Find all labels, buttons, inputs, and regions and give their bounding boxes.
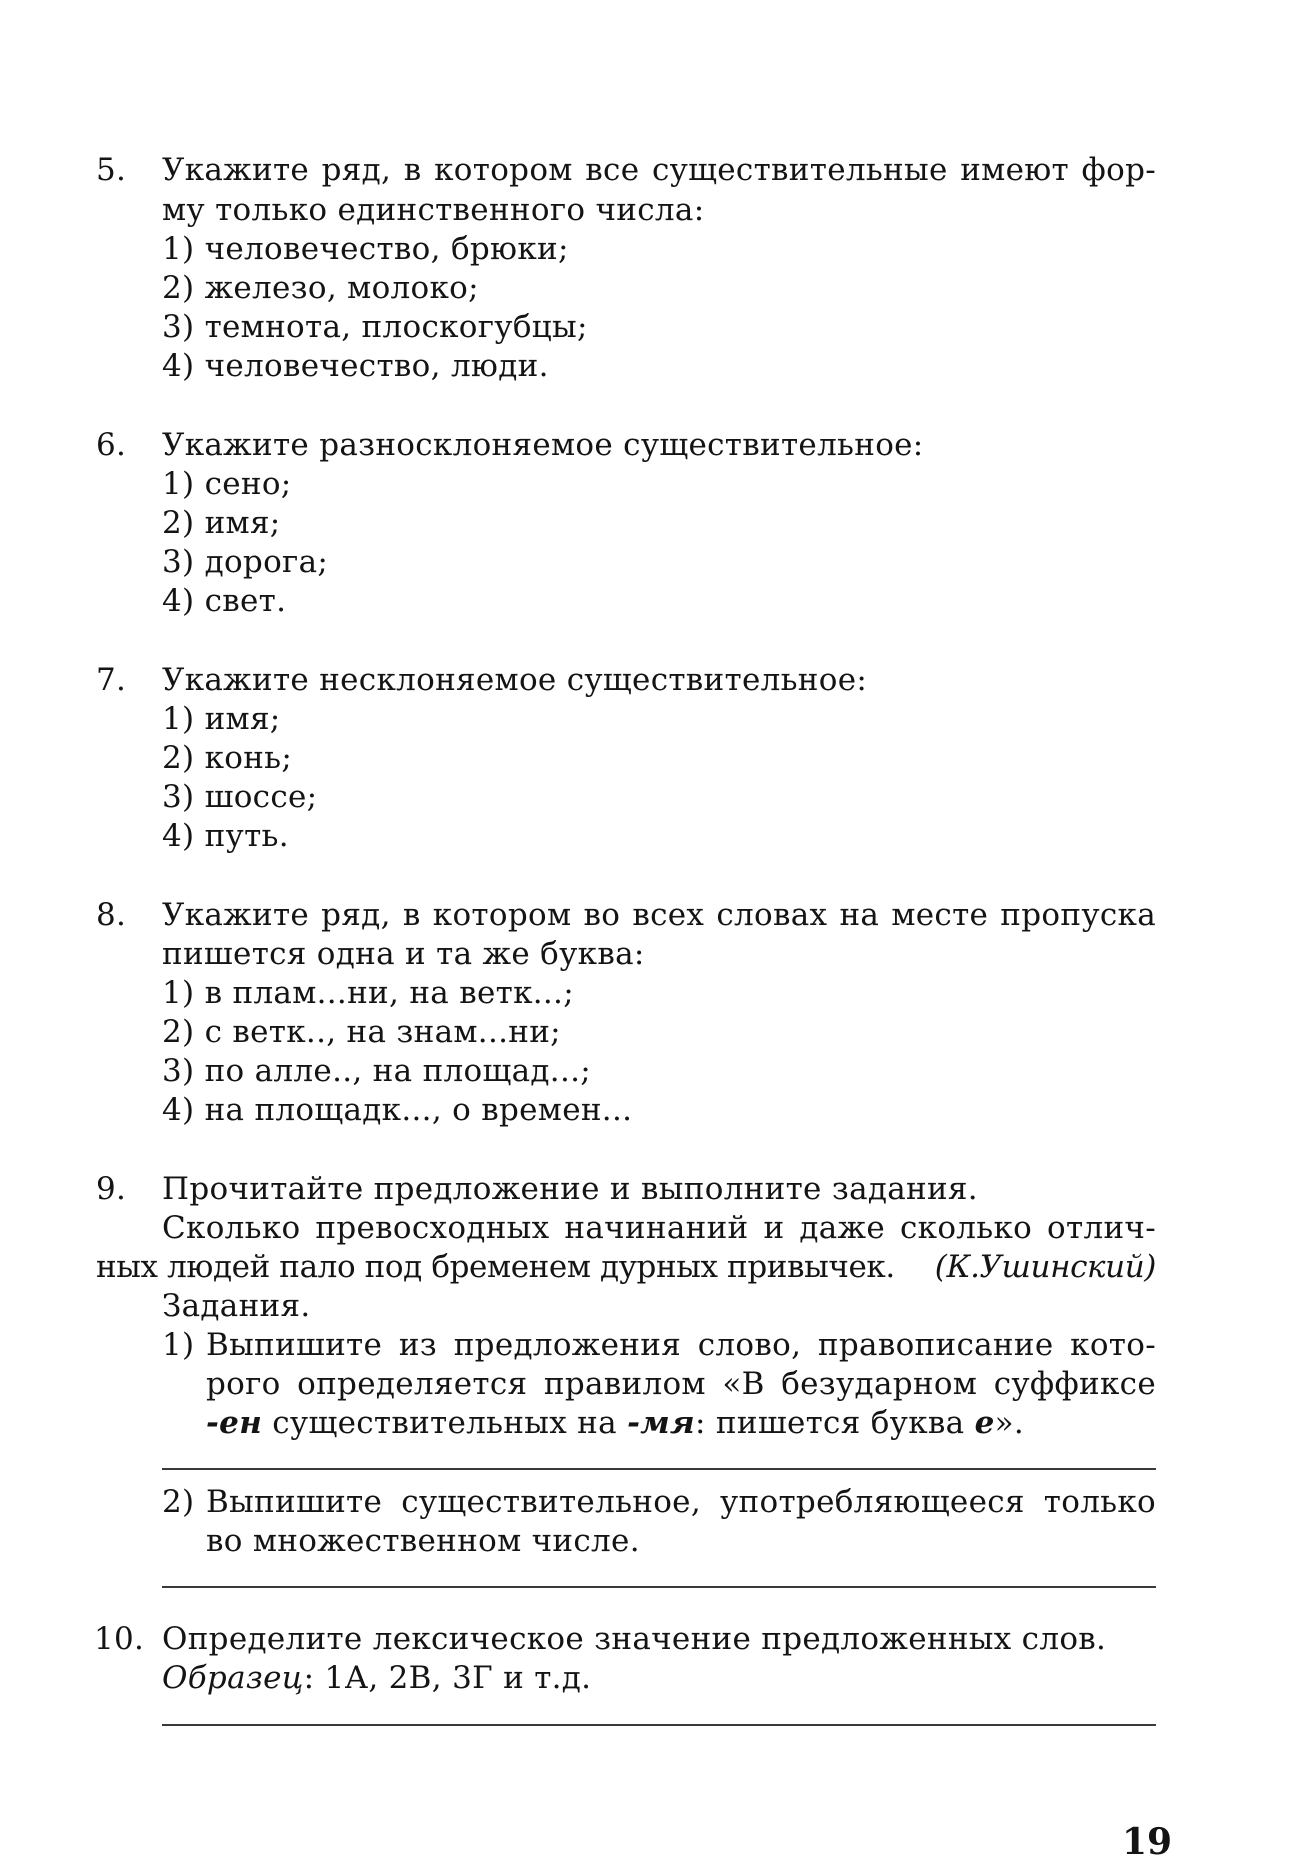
question-stem-line: Укажите ряд, в котором все существительные имеют фор- (162, 152, 1156, 188)
tasks-label: Задания. (162, 1288, 311, 1324)
answer-option: 3) темнота, плоскогубцы; (162, 309, 588, 345)
task-text-line: Выпишите из предложения слово, правописание кото- (206, 1327, 1156, 1363)
suffix-en: -ен (206, 1405, 263, 1441)
question-number: 6. (96, 427, 127, 463)
answer-option: 2) железо, молоко; (162, 270, 479, 306)
question-number: 5. (96, 152, 127, 188)
question-number: 7. (96, 662, 127, 698)
question-stem-line: му только единственного числа: (162, 192, 705, 228)
answer-option: 3) дорога; (162, 544, 329, 580)
task-marker: 2) (162, 1484, 195, 1520)
answer-line[interactable] (162, 1586, 1156, 1588)
answer-option: 4) свет. (162, 583, 287, 619)
answer-line[interactable] (162, 1724, 1156, 1726)
answer-option: 2) конь; (162, 740, 293, 776)
task-text-line: рого определяется правилом «В безударном суффиксе (206, 1366, 1156, 1402)
answer-option: 2) имя; (162, 505, 281, 541)
question-number: 9. (96, 1171, 127, 1207)
question-stem-line: пишется одна и та же буква: (162, 936, 645, 972)
task-text-fragment: существительных на (262, 1405, 628, 1441)
page-number: 19 (1122, 1821, 1173, 1863)
quote-author: (К.Ушинский) (934, 1249, 1156, 1285)
question-stem-line: Укажите разносклоняемое существительное: (162, 427, 924, 463)
answer-option: 2) с ветк.., на знам...ни; (162, 1014, 561, 1050)
answer-option: 3) по алле.., на площад...; (162, 1053, 591, 1089)
task-text-line (206, 1403, 1024, 1443)
answer-line[interactable] (162, 1468, 1156, 1470)
answer-option: 4) на площадк..., о времен... (162, 1092, 633, 1128)
task-text-line: во множественном числе. (206, 1523, 640, 1559)
sample-label: Образец (162, 1660, 304, 1696)
answer-option: 4) человечество, люди. (162, 348, 549, 384)
answer-option: 1) в плам...ни, на ветк...; (162, 975, 574, 1011)
task-marker: 1) (162, 1327, 195, 1363)
question-stem-line: Укажите несклоняемое существительное: (162, 662, 868, 698)
answer-option: 1) человечество, брюки; (162, 231, 569, 267)
sample-value: : 1А, 2В, 3Г и т.д. (303, 1660, 592, 1696)
quoted-sentence-line: Сколько превосходных начинаний и даже сколько отлич- (162, 1210, 1156, 1246)
question-number: 10. (94, 1621, 145, 1657)
answer-option: 1) сено; (162, 466, 292, 502)
sample-line (162, 1658, 591, 1698)
quoted-sentence-line (96, 1247, 1156, 1287)
question-stem-line: Укажите ряд, в котором во всех словах на месте пропуска (162, 897, 1156, 933)
answer-option: 3) шоссе; (162, 779, 318, 815)
ending-mya: -мя (627, 1405, 695, 1441)
question-stem-line: Прочитайте предложение и выполните задания. (162, 1171, 978, 1207)
answer-option: 4) путь. (162, 818, 289, 854)
letter-e: е (974, 1405, 995, 1441)
task-text-fragment: ». (994, 1405, 1025, 1441)
quoted-sentence-text: ных людей пало под бременем дурных привычек. (96, 1249, 895, 1285)
question-stem-line: Определите лексическое значение предложенных слов. (162, 1621, 1107, 1657)
answer-option: 1) имя; (162, 701, 281, 737)
task-text-fragment: : пишется буква (695, 1405, 975, 1441)
task-text-line: Выпишите существительное, употребляющееся только (206, 1484, 1156, 1520)
question-number: 8. (96, 897, 127, 933)
